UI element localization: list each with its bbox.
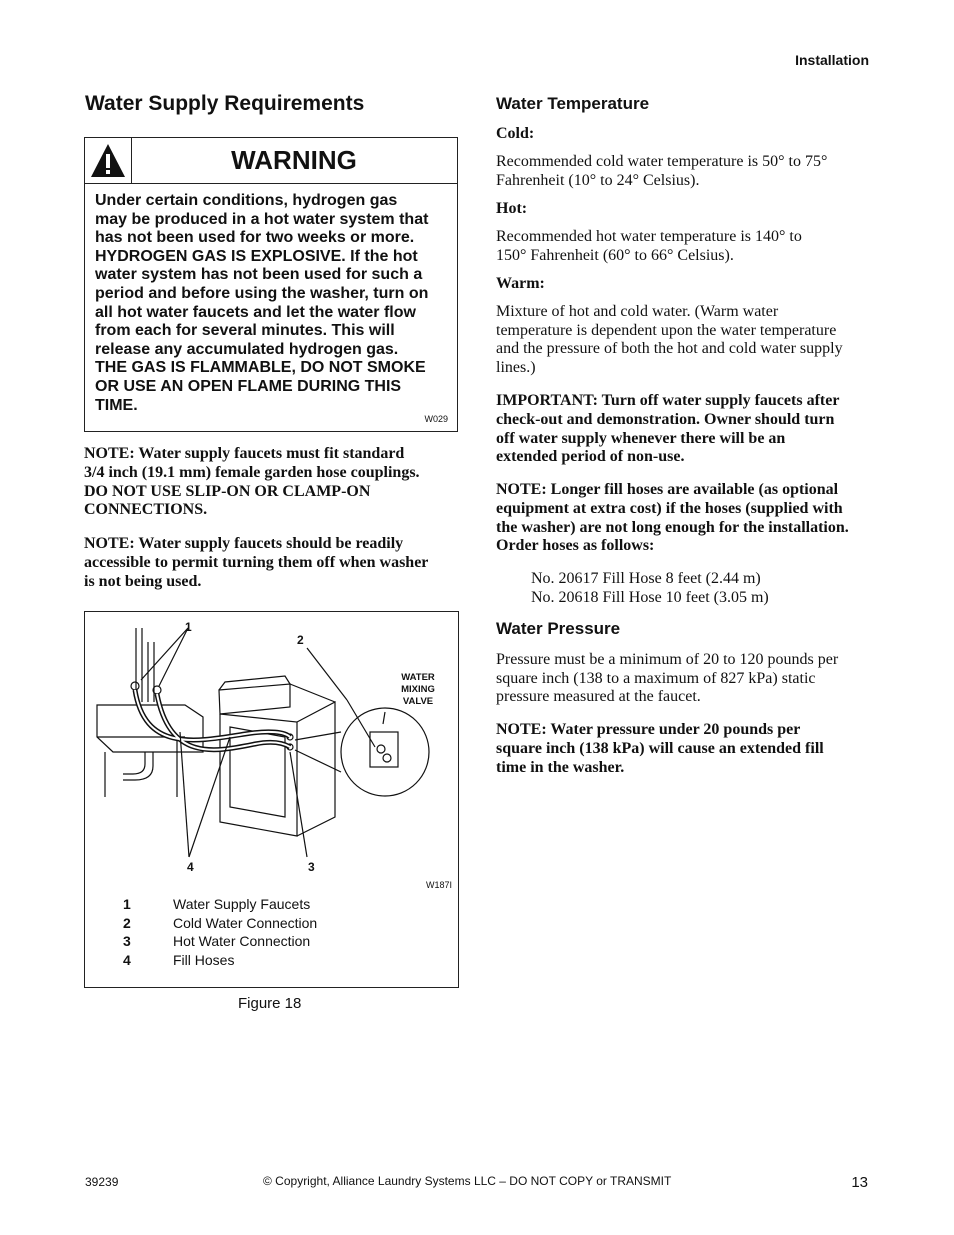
para-line: square inch (138 to a maximum of 827 kPa) static (496, 669, 816, 687)
legend-row (123, 952, 234, 970)
list-item: No. 20618 Fill Hose 10 feet (3.05 m) (531, 588, 769, 606)
warning-box (84, 137, 458, 432)
note-line: CONNECTIONS. (84, 501, 208, 519)
warning-line: release any accumulated hydrogen gas. (95, 340, 399, 358)
legend-number: 3 (123, 933, 131, 949)
callout-4: 4 (187, 860, 194, 874)
note-line: NOTE: Longer fill hoses are available (as optional (496, 481, 839, 498)
para-line: Mixture of hot and cold water. (Warm water (496, 303, 779, 320)
para-line: pressure measured at the faucet. (496, 688, 701, 706)
legend-row (123, 933, 310, 951)
note-line: the washer) are not long enough for the installation. (496, 518, 849, 536)
note-line: NOTE: Water pressure under 20 pounds per (496, 721, 801, 738)
hot-text (496, 228, 871, 265)
warning-line: HYDROGEN GAS IS EXPLOSIVE. If the hot (95, 247, 418, 265)
para-line: temperature is dependent upon the water temperature (496, 321, 837, 339)
warning-text (95, 192, 451, 415)
warm-text (496, 303, 871, 377)
para-line: 150° Fahrenheit (60° to 66° Celsius). (496, 246, 734, 264)
pressure-note (496, 721, 871, 777)
note-line: extended period of non-use. (496, 448, 685, 466)
figure-box (84, 611, 459, 988)
legend-row (123, 896, 310, 914)
warm-label: Warm: (496, 275, 545, 292)
figure-caption: Figure 18 (238, 995, 302, 1012)
page-number: 13 (851, 1174, 868, 1191)
warning-line: may be produced in a hot water system that (95, 210, 429, 228)
cold-label: Cold: (496, 125, 535, 142)
warning-line: period and before using the washer, turn on (95, 284, 429, 302)
installation-illustration (85, 612, 457, 892)
warning-line: TIME. (95, 396, 138, 414)
note-line: is not being used. (84, 572, 202, 590)
figure-code: W187I (425, 880, 452, 890)
note-line: check-out and demonstration. Owner should turn (496, 410, 835, 428)
warning-line: water system has not been used for such a (95, 266, 423, 284)
cold-text (496, 153, 871, 190)
pressure-text (496, 651, 871, 707)
valve-label-line: MIXING (401, 684, 435, 695)
para-line: lines.) (496, 358, 536, 376)
warning-line: has not been used for two weeks or more. (95, 229, 415, 247)
warning-icon-cell (85, 138, 132, 183)
warning-code: W029 (424, 414, 448, 424)
note-line: 3/4 inch (19.1 mm) female garden hose couplings. (84, 463, 420, 481)
hot-label: Hot: (496, 200, 528, 217)
warning-line: OR USE AN OPEN FLAME DURING THIS (95, 377, 402, 395)
legend-number: 2 (123, 915, 131, 931)
callout-3: 3 (308, 860, 315, 874)
legend-text: Hot Water Connection (173, 933, 311, 949)
callout-1: 1 (185, 620, 192, 634)
para-line: and the pressure of both the hot and cold water supply (496, 340, 843, 358)
warning-title: WARNING (231, 145, 357, 175)
legend-number: 4 (123, 952, 131, 968)
water-mixing-valve-label (385, 672, 451, 708)
legend-row (123, 915, 317, 933)
note-line: NOTE: Water supply faucets should be readily (84, 535, 404, 552)
para-line: Pressure must be a minimum of 20 to 120 pounds per (496, 651, 839, 668)
valve-label-line: VALVE (402, 696, 434, 707)
note-line: Order hoses as follows: (496, 537, 655, 555)
important-note (496, 392, 871, 467)
note-line: DO NOT USE SLIP-ON OR CLAMP-ON (84, 482, 371, 500)
warning-line: THE GAS IS FLAMMABLE, DO NOT SMOKE (95, 359, 426, 377)
callout-2: 2 (297, 633, 304, 647)
note-line: square inch (138 kPa) will cause an extended fill (496, 739, 824, 757)
note-line: equipment at extra cost) if the hoses (supplied with (496, 499, 843, 517)
legend-text: Fill Hoses (173, 952, 235, 968)
note-line: time in the washer. (496, 758, 625, 776)
valve-label-line: WATER (401, 672, 435, 683)
copyright-notice: © Copyright, Alliance Laundry Systems LLC – DO NOT COPY or TRANSMIT (263, 1174, 672, 1188)
para-line: Recommended cold water temperature is 50° to 75° (496, 153, 828, 170)
warning-line: Under certain conditions, hydrogen gas (95, 192, 398, 209)
warning-header (85, 138, 457, 184)
document-number: 39239 (85, 1175, 119, 1189)
faucet-fit-note (84, 445, 456, 520)
note-line: accessible to permit turning them off when washer (84, 553, 429, 571)
para-line: Fahrenheit (10° to 24° Celsius). (496, 171, 700, 189)
water-pressure-heading: Water Pressure (496, 619, 621, 638)
note-line: NOTE: Water supply faucets must fit standard (84, 445, 405, 462)
legend-text: Water Supply Faucets (173, 896, 311, 912)
para-line: Recommended hot water temperature is 140° to (496, 228, 802, 245)
legend-number: 1 (123, 896, 131, 912)
faucet-access-note (84, 535, 456, 591)
warning-triangle-icon (85, 138, 131, 183)
note-line: off water supply whenever there will be an (496, 429, 786, 447)
legend-text: Cold Water Connection (173, 915, 318, 931)
warning-line: all hot water faucets and let the water flow (95, 303, 416, 321)
water-temperature-heading: Water Temperature (496, 94, 650, 113)
warning-line: from each for several minutes. This will (95, 322, 395, 340)
page-title: Water Supply Requirements (85, 92, 365, 115)
section-header: Installation (795, 52, 869, 68)
hose-list (531, 570, 861, 607)
list-item: No. 20617 Fill Hose 8 feet (2.44 m) (531, 570, 761, 587)
note-line: IMPORTANT: Turn off water supply faucets after (496, 392, 840, 409)
fill-hoses-note (496, 481, 871, 556)
